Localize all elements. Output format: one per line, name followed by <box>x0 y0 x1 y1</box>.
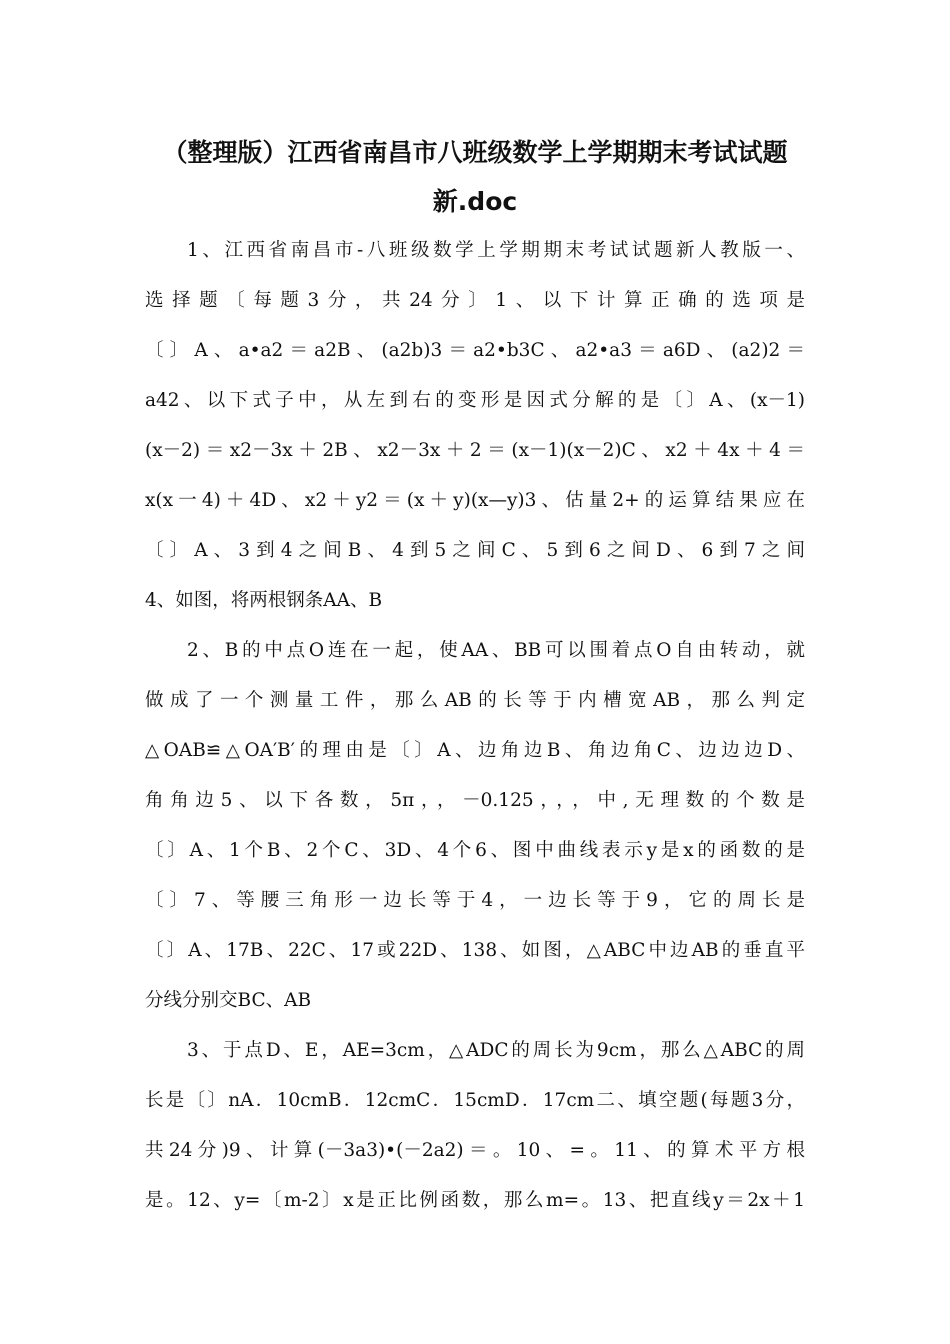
paragraph-1-line-6: x(x一4)＋4D、x2＋y2＝(x＋y)(x—y)3、估量2+的运算结果应在 <box>145 490 805 511</box>
paragraph-2-line-6: 〔〕7、等腰三角形一边长等于4，一边长等于9，它的周长是 <box>145 890 805 911</box>
paragraph-1-line-7: 〔〕A、3到4之间B、4到5之间C、5到6之间D、6到7之间 <box>145 540 805 561</box>
paragraph-2-line-5: 〔〕A、1个B、2个C、3D、4个6、图中曲线表示y是x的函数的是 <box>145 840 805 861</box>
paragraph-3-line-3: 共24分)9、计算(－3a3)•(－2a2)＝。10、=。11、的算术平方根 <box>145 1140 805 1161</box>
paragraph-3-line-2: 长是〔〕nA．10cmB．12cmC．15cmD．17cm二、填空题(每题3分， <box>145 1090 805 1111</box>
paragraph-1-line-8: 4、如图，将两根钢条AA、B <box>145 590 383 611</box>
paragraph-2-line-4: 角角边5、以下各数，5π，，－0.125，，，中,无理数的个数是 <box>145 790 805 811</box>
paragraph-1-line-5: (x－2)＝x2－3x＋2B、x2－3x＋2＝(x－1)(x－2)C、x2＋4x＋4＝ <box>145 440 805 461</box>
paragraph-2-line-8: 分线分别交BC、AB <box>145 990 312 1011</box>
paragraph-2-line-2: 做成了一个测量工件，那么AB的长等于内槽宽AB，那么判定 <box>145 690 805 711</box>
paragraph-1-line-4: a42、以下式子中，从左到右的变形是因式分解的是〔〕A、(x－1) <box>145 390 805 411</box>
paragraph-2-line-3: △OAB≌△OA′B′的理由是〔〕A、边角边B、角边角C、边边边D、 <box>145 740 805 761</box>
document-title-line-2: 新.doc <box>432 187 518 216</box>
paragraph-1-line-1: 1、江西省南昌市-八班级数学上学期期末考试试题新人教版一、 <box>187 240 805 261</box>
paragraph-2-line-7: 〔〕A、17B、22C、17或22D、138、如图，△ABC中边AB的垂直平 <box>145 940 805 961</box>
paragraph-1-line-2: 选择题〔每题3分，共24分〕1、以下计算正确的选项是 <box>145 290 805 311</box>
paragraph-2-line-1: 2、B的中点O连在一起，使AA、BB可以围着点O自由转动，就 <box>187 640 805 661</box>
paragraph-3-line-1: 3、于点D、E，AE=3cm，△ADC的周长为9cm，那么△ABC的周 <box>187 1040 805 1061</box>
document-title-line-1: （整理版）江西省南昌市八班级数学上学期期末考试试题 <box>162 138 788 167</box>
paragraph-1-line-3: 〔〕A、a•a2＝a2B、(a2b)3＝a2•b3C、a2•a3＝a6D、(a2)2＝ <box>145 340 805 361</box>
paragraph-3-line-4: 是。12、y=〔m-2〕x是正比例函数，那么m=。13、把直线y＝2x＋1 <box>145 1190 805 1211</box>
